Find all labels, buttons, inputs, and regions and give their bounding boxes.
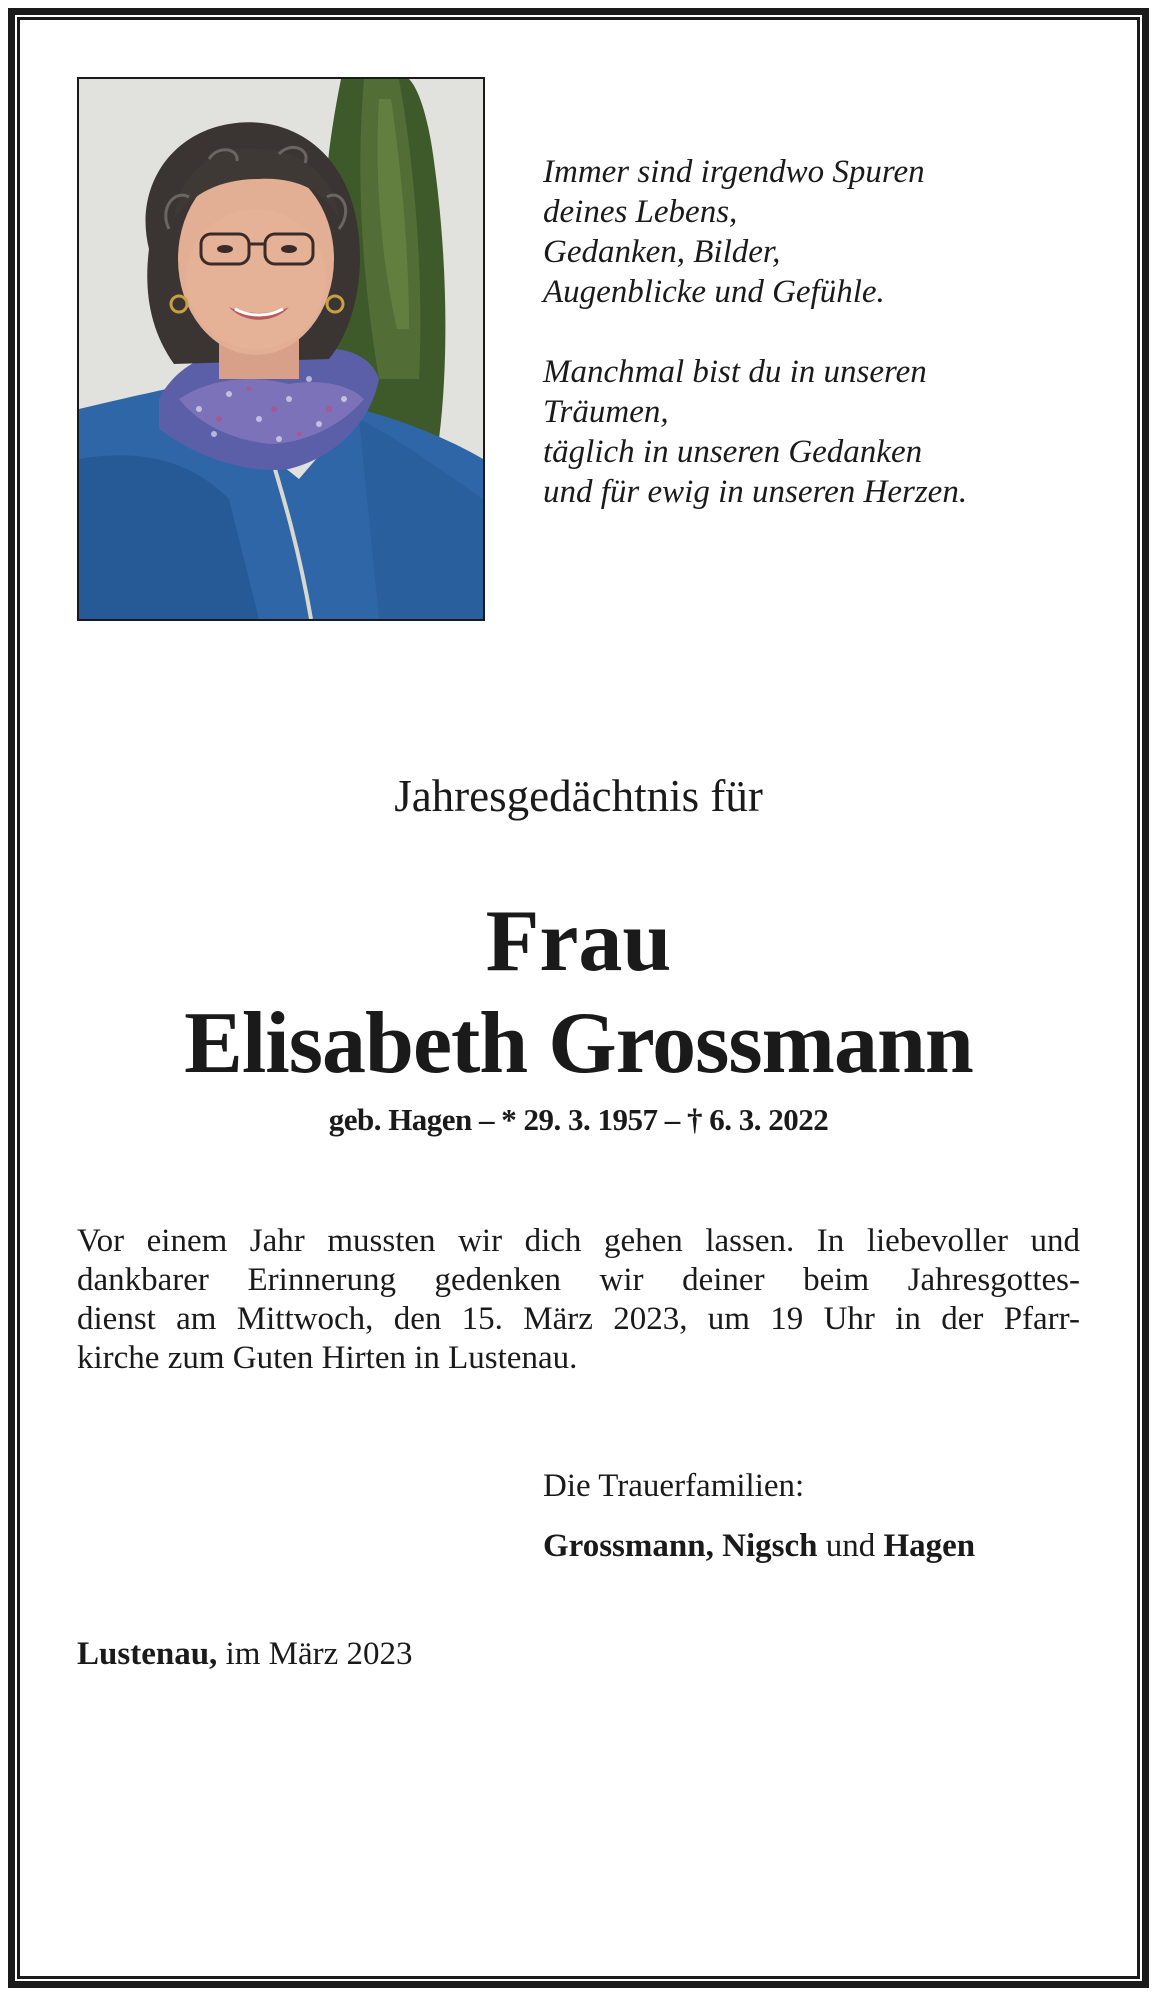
date-text: im März 2023 (225, 1636, 413, 1672)
announcement-line: dienst am Mittwoch, den 15. März 2023, um 19 Uhr in der Pfarr- (77, 1301, 1080, 1337)
portrait-photo (77, 77, 485, 621)
deceased-name: Elisabeth Grossmann (184, 995, 973, 1092)
announcement-text (77, 1222, 1080, 1378)
place-and-date (77, 1634, 413, 1674)
poem-stanza-1 (543, 152, 1103, 312)
poem-line: Manchmal bist du in unseren (543, 354, 927, 390)
poem-stanza-2 (543, 352, 1103, 512)
family-name-nigsch: Nigsch (722, 1528, 818, 1564)
memorial-poem (543, 152, 1103, 552)
family-name-grossmann: Grossmann, (543, 1528, 714, 1564)
poem-line: Träumen, (543, 394, 669, 430)
announcement-line: dankbarer Erinnerung gedenken wir deiner beim Jahresgottes- (77, 1262, 1080, 1298)
salutation: Frau (485, 893, 672, 990)
families-connector: und (825, 1528, 876, 1564)
memorial-heading: Jahresgedächtnis für (394, 771, 763, 821)
life-dates: geb. Hagen – * 29. 3. 1957 – † 6. 3. 2022 (328, 1102, 829, 1137)
mourning-families (543, 1466, 1103, 1566)
families-label: Die Trauerfamilien: (543, 1468, 805, 1504)
announcement-line: Vor einem Jahr mussten wir dich gehen lassen. In liebevoller und (77, 1223, 1080, 1259)
poem-line: Augenblicke und Gefühle. (543, 274, 885, 310)
family-name-hagen: Hagen (883, 1528, 976, 1564)
poem-line: deines Lebens, (543, 194, 738, 230)
families-names (543, 1526, 1103, 1566)
announcement-line: kirche zum Guten Hirten in Lustenau. (77, 1340, 578, 1376)
place-name: Lustenau, (77, 1636, 218, 1672)
poem-line: Immer sind irgendwo Spuren (543, 154, 925, 190)
poem-line: Gedanken, Bilder, (543, 234, 781, 270)
poem-line: und für ewig in unseren Herzen. (543, 474, 968, 510)
poem-line: täglich in unseren Gedanken (543, 434, 923, 470)
